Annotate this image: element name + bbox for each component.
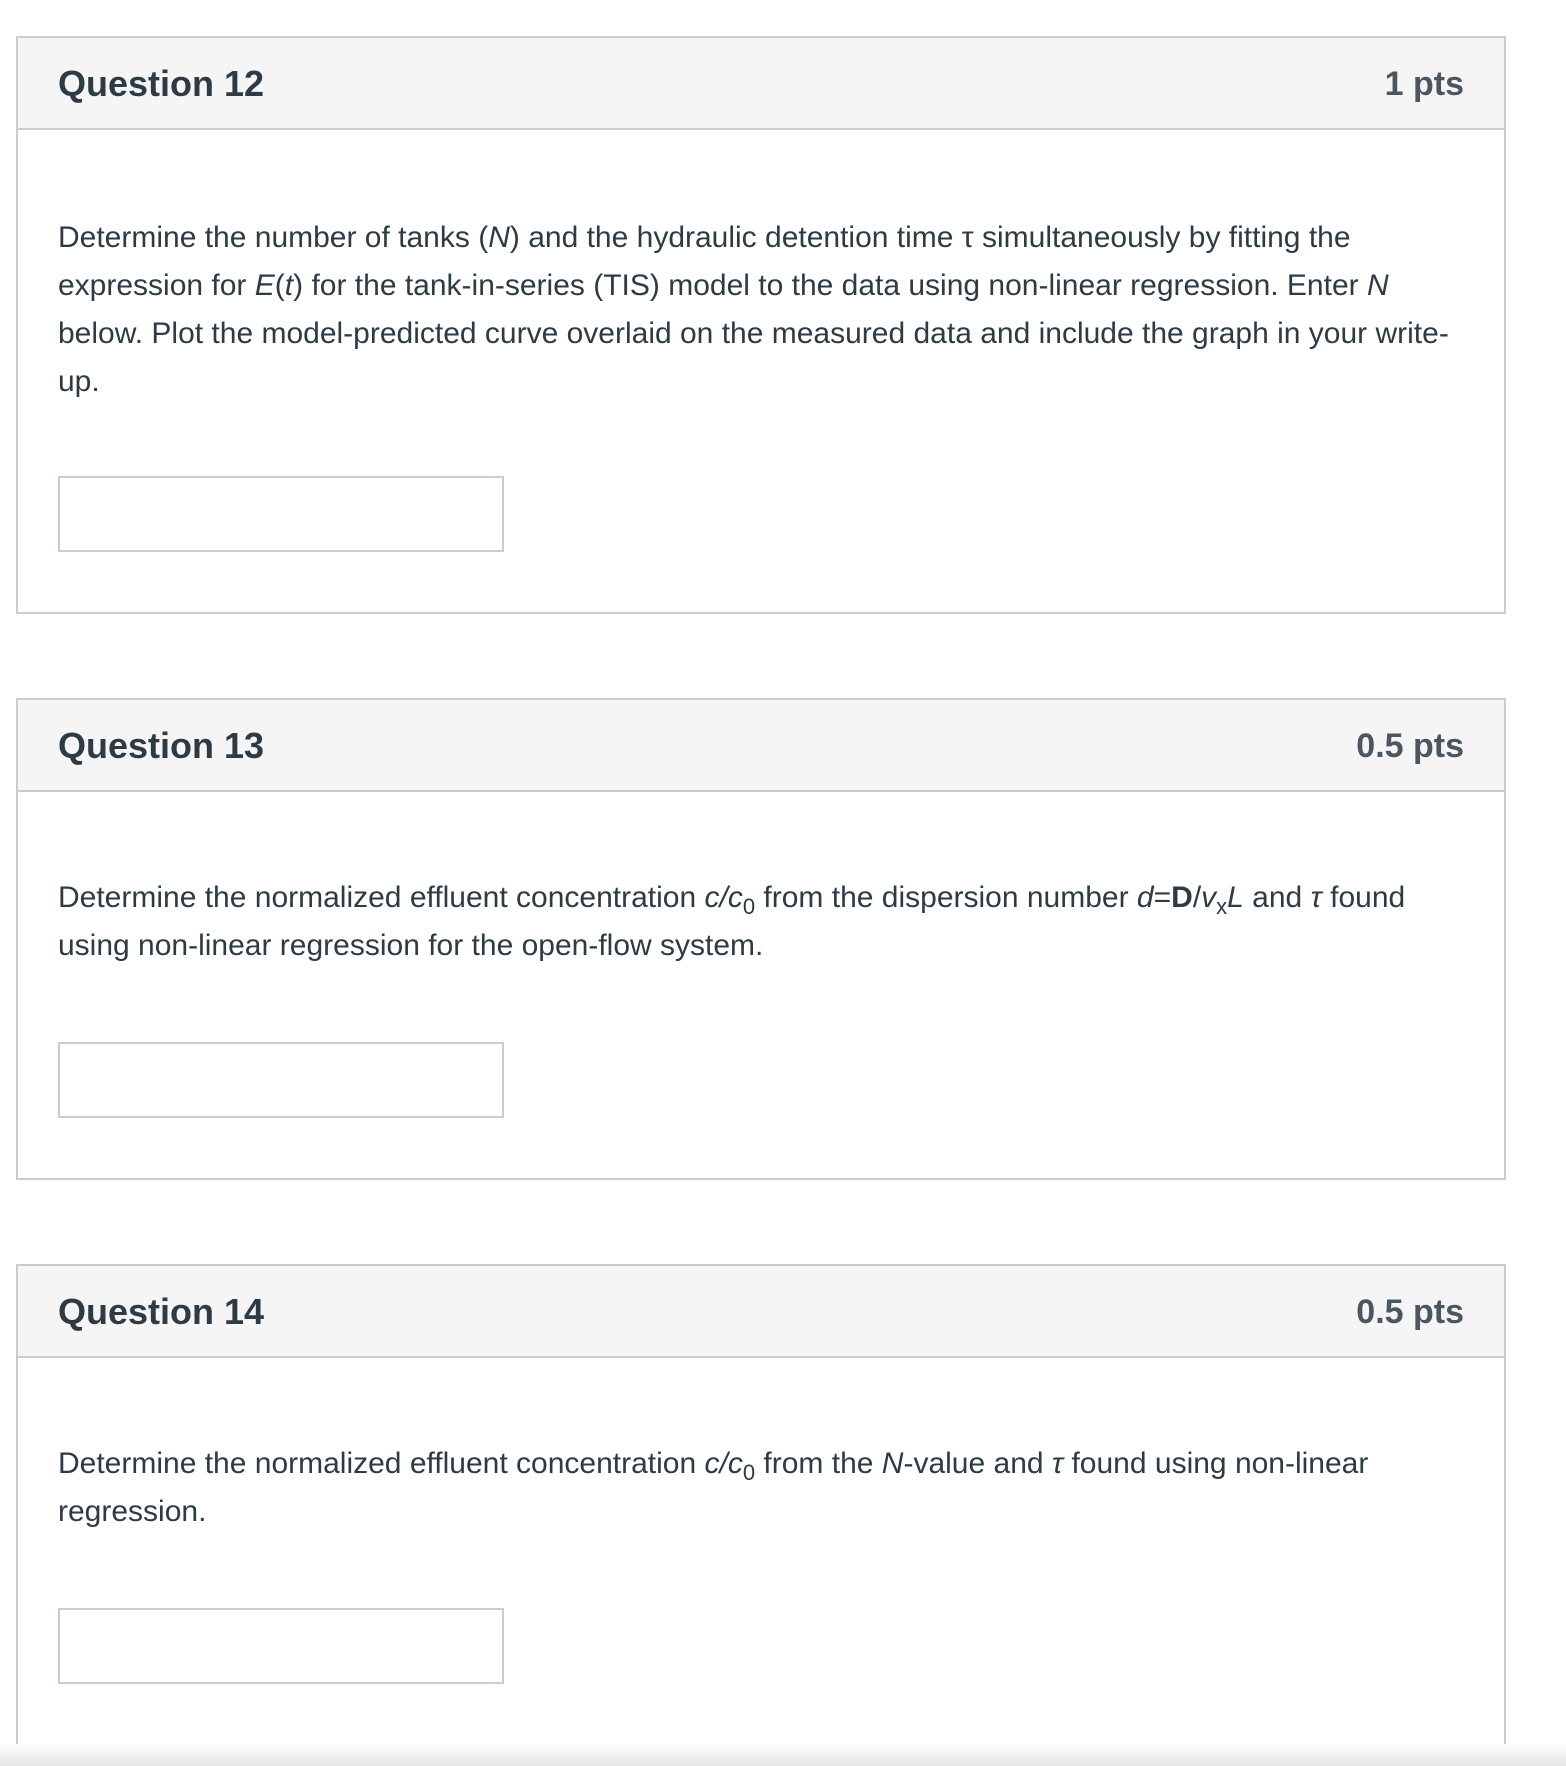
text-segment: and	[1243, 881, 1311, 914]
text-segment: Determine the normalized effluent concentration	[58, 881, 705, 914]
text-italic: τ	[1051, 1447, 1064, 1480]
text-segment: Determine the normalized effluent concentration	[58, 1447, 705, 1480]
question-text	[58, 874, 1478, 970]
text-segment: (	[274, 269, 285, 302]
text-italic: L	[1227, 881, 1244, 914]
question-12-card	[16, 36, 1506, 614]
text-segment: =	[1153, 881, 1172, 914]
text-segment: ) and the hydraulic detention time τ simultaneously by fitting the expression for	[58, 221, 1351, 302]
question-header	[18, 1266, 1504, 1358]
question-header	[18, 700, 1504, 792]
text-subscript: x	[1216, 894, 1228, 919]
question-points: 0.5 pts	[1356, 1293, 1464, 1331]
question-text	[58, 1440, 1478, 1536]
text-italic: d	[1136, 881, 1154, 914]
text-segment: Determine the number of tanks (	[58, 221, 489, 254]
question-13-card	[16, 698, 1506, 1180]
text-italic: τ	[1310, 881, 1322, 914]
text-subscript: 0	[742, 1460, 756, 1485]
answer-input[interactable]	[58, 1042, 504, 1118]
text-segment: from the	[755, 1447, 882, 1480]
text-italic: E	[254, 269, 275, 302]
question-14-card	[16, 1264, 1506, 1746]
text-segment: below. Plot the model-predicted curve overlaid on the measured data and include the graph in your write-up.	[58, 317, 1449, 398]
text-italic: v	[1201, 881, 1217, 914]
page-bottom-edge	[0, 1744, 1566, 1766]
question-points: 1 pts	[1384, 65, 1464, 103]
text-italic: N	[881, 1447, 904, 1480]
question-header	[18, 38, 1504, 130]
text-italic: t	[284, 269, 294, 302]
question-title: Question 13	[58, 725, 265, 766]
answer-input[interactable]	[58, 1608, 504, 1684]
question-text	[58, 214, 1478, 406]
text-italic: c/c	[704, 1447, 743, 1480]
text-segment: found using non-linear regression for the open-flow system.	[58, 881, 1406, 962]
text-italic: N	[1366, 269, 1389, 302]
question-title: Question 14	[58, 1291, 265, 1332]
text-segment: /	[1192, 881, 1202, 914]
question-title: Question 12	[58, 63, 265, 104]
answer-input[interactable]	[58, 476, 504, 552]
text-segment: -value and	[903, 1447, 1052, 1480]
question-points: 0.5 pts	[1356, 727, 1464, 765]
text-subscript: 0	[742, 894, 756, 919]
text-bold: D	[1171, 881, 1193, 914]
text-italic: c/c	[704, 881, 743, 914]
text-segment: ) for the tank-in-series (TIS) model to the data using non-linear regression. Enter	[293, 269, 1367, 302]
text-italic: N	[488, 221, 510, 254]
text-segment: found using non-linear regression.	[58, 1447, 1369, 1528]
text-segment: from the dispersion number	[755, 881, 1137, 914]
